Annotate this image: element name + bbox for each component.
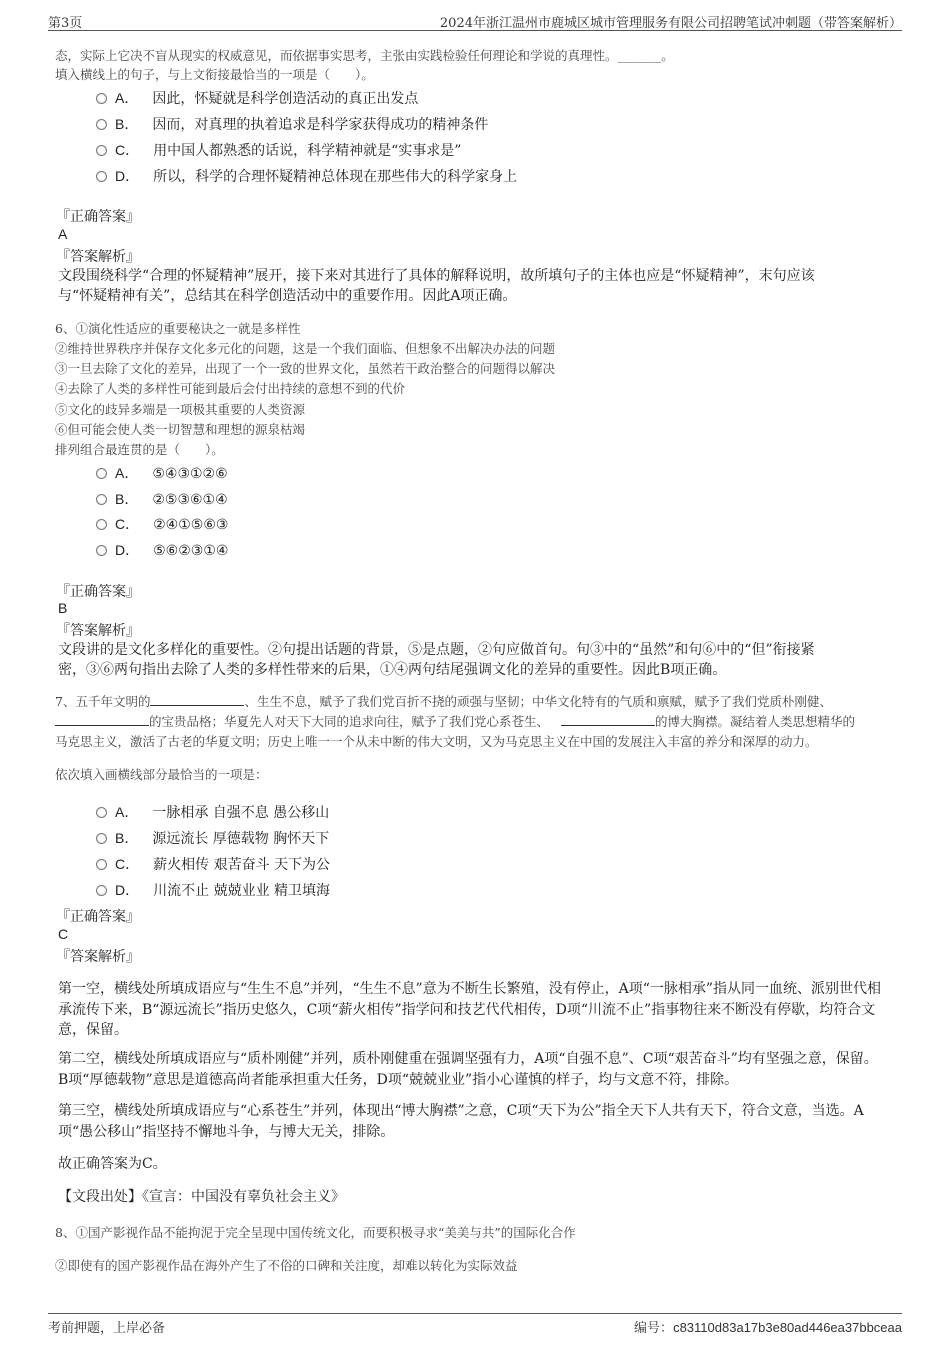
q6-analysis-line2: 密，③⑥两句指出去除了人类的多样性带来的后果，①④两句结尾强调文化的差异的重要性。因此B项正确。 (58, 662, 727, 678)
page-number: 第3页 (48, 16, 83, 31)
q6-analysis-label: 『答案解析』 (56, 623, 140, 639)
q7-analysis-para1: 第一空，横线处所填成语应与“生生不息”并列，“生生不息”意为不断生长繁殖，没有停止，A项“一脉相承”指从同一血统、派别世代相承流传下来，B“源远流长”指历史悠久，C项“薪火相传”指学问和技艺代代相传，D项“川流不止”指事物往来不断没有停歇，均符合文意，保留。 (58, 981, 882, 1038)
q5-option-d[interactable]: D． 所以，科学的合理怀疑精神总体现在那些伟大的科学家身上 (96, 166, 517, 186)
document-code: 编号：c83110d83a17b3e80ad446ea37bbceaa (634, 1320, 902, 1336)
q7-stem-line3: 马克思主义，激活了古老的华夏文明；历史上唯一一个从未中断的伟大文明，又为马克思主义在中国的发展注入丰富的养分和深厚的动力。 (55, 734, 818, 749)
q5-analysis-line1: 文段围绕科学“合理的怀疑精神”展开，接下来对其进行了具体的解释说明，故所填句子的主体也应是“怀疑精神”，末句应该 (58, 268, 815, 284)
radio-icon[interactable] (96, 494, 107, 505)
q5-analysis-label: 『答案解析』 (56, 249, 140, 265)
q6-line: ⑤文化的歧异多端是一项极其重要的人类资源 (55, 402, 306, 417)
q5-answer: A (58, 226, 68, 242)
q7-option-c[interactable]: C． 薪火相传 艰苦奋斗 天下为公 (96, 854, 330, 874)
source-label: 【文段出处】 (58, 1189, 142, 1205)
radio-icon[interactable] (96, 145, 107, 156)
q5-option-c[interactable]: C． 用中国人都熟悉的话说，科学精神就是“实事求是” (96, 140, 461, 160)
q5-option-b[interactable]: B． 因而，对真理的执着追求是科学家获得成功的精神条件 (96, 114, 488, 134)
radio-icon[interactable] (96, 885, 107, 896)
page-header (48, 8, 902, 31)
footer-slogan: 考前押题，上岸必备 (48, 1321, 166, 1336)
radio-icon[interactable] (96, 545, 107, 556)
q7-option-a[interactable]: A． 一脉相承 自强不息 愚公移山 (96, 802, 329, 822)
source-text: 《宣言：中国没有辜负社会主义》 (142, 1189, 345, 1205)
q6-option-d[interactable]: D． ⑤⑥②③①④ (96, 540, 228, 560)
q6-answer: B (58, 600, 68, 616)
q8-line2: ②即使有的国产影视作品在海外产生了不俗的口碑和关注度，却难以转化为实际效益 (55, 1258, 518, 1273)
q5-analysis-line2: 与“怀疑精神有关”，总结其在科学创造活动中的重要作用。因此A项正确。 (58, 288, 517, 304)
page-footer (48, 1313, 902, 1336)
q8-line1: 8、①国产影视作品不能拘泥于完全呈现中国传统文化，而要积极寻求“美美与共”的国际化合作 (55, 1225, 576, 1240)
q5-option-a[interactable]: A． 因此，怀疑就是科学创造活动的真正出发点 (96, 88, 418, 108)
radio-icon[interactable] (96, 468, 107, 479)
q6-line: ④去除了人类的多样性可能到最后会付出持续的意想不到的代价 (55, 381, 406, 396)
blank-line (150, 693, 244, 706)
q6-analysis-line1: 文段讲的是文化多样化的重要性。②句提出话题的背景，⑤是点题，②句应做首句。句③中的“虽然”和句⑥中的“但”衔接紧 (58, 642, 815, 658)
q6-line: 6、①演化性适应的重要秘诀之一就是多样性 (55, 321, 301, 336)
q6-prompt: 排列组合最连贯的是（ ）。 (55, 442, 224, 457)
q7-answer: C (58, 926, 69, 942)
radio-icon[interactable] (96, 807, 107, 818)
q5-stem-line2: 填入横线上的句子，与上文衔接最恰当的一项是（ ）。 (55, 67, 374, 82)
radio-icon[interactable] (96, 859, 107, 870)
q7-option-b[interactable]: B． 源远流长 厚德载物 胸怀天下 (96, 828, 329, 848)
q6-option-a[interactable]: A． ⑤④③①②⑥ (96, 463, 228, 483)
q6-option-c[interactable]: C． ②④①⑤⑥③ (96, 514, 228, 534)
radio-icon[interactable] (96, 833, 107, 844)
radio-icon[interactable] (96, 519, 107, 530)
q7-analysis-label: 『答案解析』 (56, 949, 140, 965)
q7-answer-label: 『正确答案』 (56, 909, 140, 925)
q5-stem-line1: 态，实际上它决不盲从现实的权威意见，而依据事实思考，主张由实践检验任何理论和学说的真理性。_______。 (55, 48, 674, 63)
q6-line: ③一旦去除了文化的差异，出现了一个一致的世界文化，虽然若干政治整合的问题得以解决 (55, 361, 556, 376)
q6-line: ②维持世界秩序并保存文化多元化的问题，这是一个我们面临、但想象不出解决办法的问题 (55, 341, 556, 356)
document-title: 2024年浙江温州市鹿城区城市管理服务有限公司招聘笔试冲刺题（带答案解析） (439, 16, 902, 31)
q7-analysis-para2: 第二空，横线处所填成语应与“质朴刚健”并列，质朴刚健重在强调坚强有力，A项“自强不息”、C项“艰苦奋斗”均有坚强之意，保留。B项“厚德载物”意思是道德高尚者能承担重大任务，D项“兢兢业业”指小心谨慎的样子，均与文意不符，排除。 (58, 1051, 878, 1088)
q6-option-b[interactable]: B． ②⑤③⑥①④ (96, 489, 228, 509)
q7-option-d[interactable]: D． 川流不止 兢兢业业 精卫填海 (96, 880, 330, 900)
q7-analysis-para3: 第三空，横线处所填成语应与“心系苍生”并列，体现出“博大胸襟”之意，C项“天下为公”指全天下人共有天下，符合文意，当选。A项“愚公移山”指坚持不懈地斗争，与博大无关，排除。 (58, 1103, 864, 1140)
blank-line (55, 713, 149, 726)
q7-stem-line2: 的宝贵品格；华夏先人对天下大同的追求向往，赋予了我们党心系苍生、 的博大胸襟。凝结着人类思想精华的 (55, 712, 855, 731)
radio-icon[interactable] (96, 93, 107, 104)
radio-icon[interactable] (96, 119, 107, 130)
radio-icon[interactable] (96, 171, 107, 182)
q6-answer-label: 『正确答案』 (56, 584, 140, 600)
q7-stem-line1: 7、五千年文明的 、生生不息，赋予了我们党百折不挠的顽强与坚韧；中华文化特有的气质和禀赋，赋予了我们党质朴刚健、 (55, 694, 832, 709)
q7-prompt: 依次填入画横线部分最恰当的一项是： (55, 767, 268, 782)
q7-source (58, 1186, 345, 1206)
q6-line: ⑥但可能会使人类一切智慧和理想的源泉枯竭 (55, 422, 306, 437)
q5-answer-label: 『正确答案』 (56, 209, 140, 225)
q7-conclusion: 故正确答案为C。 (58, 1156, 167, 1172)
blank-line (561, 713, 655, 726)
